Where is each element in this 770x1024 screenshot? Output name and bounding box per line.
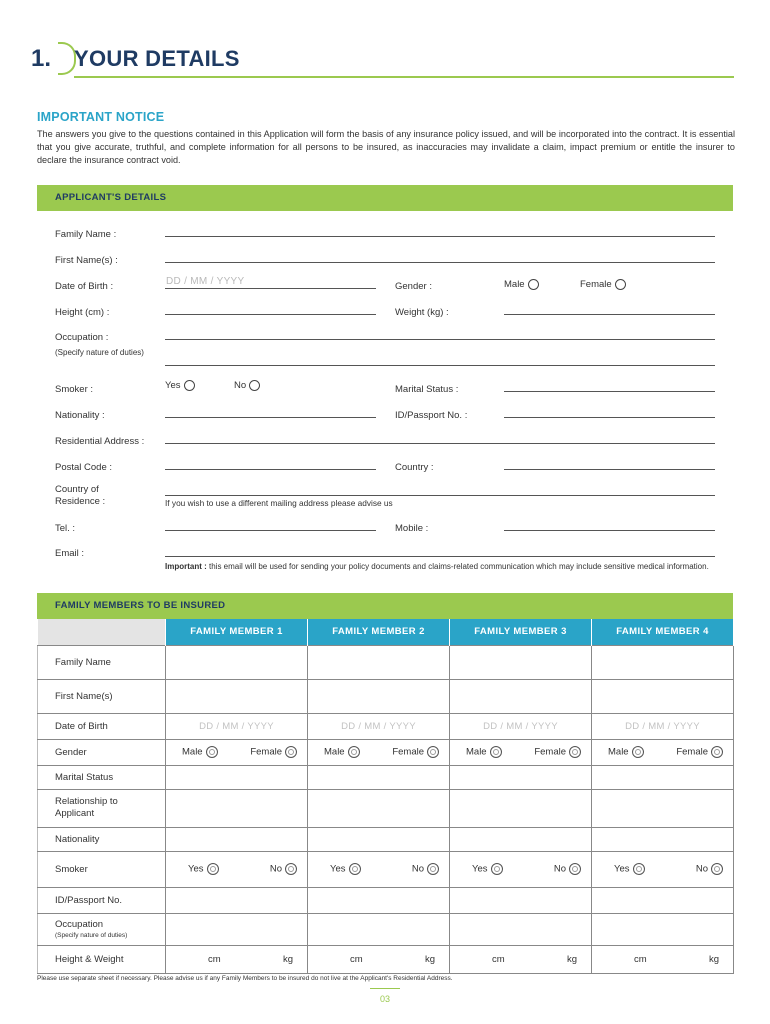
occupation-label: Occupation : <box>55 332 109 343</box>
page-number: 03 <box>370 988 400 1004</box>
female-option[interactable] <box>534 746 581 758</box>
female-option[interactable] <box>676 746 723 758</box>
yes-label: Yes <box>165 380 181 392</box>
gender-male-option[interactable] <box>504 279 539 290</box>
row-label-id-passport: ID/Passport No. <box>38 887 166 913</box>
occupation-sublabel: (Specify nature of duties) <box>55 932 128 939</box>
male-label: Male <box>608 746 629 758</box>
member-1-dob-cell[interactable] <box>166 713 308 739</box>
female-label: Female <box>580 279 612 291</box>
row-label-nationality: Nationality <box>38 827 166 851</box>
yes-option[interactable] <box>472 863 503 875</box>
member-3-dob-cell[interactable] <box>450 713 592 739</box>
height-label: Height (cm) : <box>55 307 110 318</box>
row-label-gender: Gender <box>38 739 166 765</box>
male-option[interactable] <box>466 746 502 758</box>
male-label: Male <box>466 746 487 758</box>
male-radio[interactable] <box>348 746 360 758</box>
country-residence-label-line2: Residence : <box>55 496 106 507</box>
no-label: No <box>234 380 247 392</box>
family-section-bar: FAMILY MEMBERS TO BE INSURED <box>37 593 733 619</box>
no-radio[interactable] <box>569 863 581 875</box>
footer-note: Please use separate sheet if necessary. Please advise us if any Family Members to be insured do not live at the Applicant's Residential Address. <box>37 975 453 982</box>
smoker-label: Smoker : <box>55 384 94 395</box>
cm-unit: cm <box>208 953 221 965</box>
table-row <box>38 713 734 739</box>
smoker-yes-option[interactable] <box>165 380 195 391</box>
applicant-section-bar: APPLICANT'S DETAILS <box>37 185 733 211</box>
male-radio[interactable] <box>206 746 218 758</box>
member-3-id-cell[interactable] <box>450 887 592 913</box>
yes-option[interactable] <box>614 863 645 875</box>
dob-placeholder: DD / MM / YYYY <box>199 720 274 732</box>
address-label: Residential Address : <box>55 436 145 447</box>
country-input[interactable] <box>504 469 715 470</box>
occupation-sublabel: (Specify nature of duties) <box>55 348 144 357</box>
country-residence-label-line1: Country of <box>55 484 99 495</box>
female-radio[interactable] <box>285 746 297 758</box>
row-label-family-name: Family Name <box>38 645 166 679</box>
no-radio[interactable] <box>711 863 723 875</box>
male-option[interactable] <box>324 746 360 758</box>
member-4-height-weight-cell[interactable] <box>592 945 734 973</box>
kg-unit: kg <box>282 953 293 965</box>
member-4-smoker-cell <box>592 851 734 887</box>
dob-placeholder: DD / MM / YYYY <box>625 720 700 732</box>
table-row <box>38 679 734 713</box>
row-label-relationship <box>38 789 166 827</box>
row-label-dob: Date of Birth <box>38 713 166 739</box>
email-input[interactable] <box>165 556 715 557</box>
gender-label: Gender : <box>395 281 432 292</box>
no-radio[interactable] <box>427 863 439 875</box>
occupation-label: Occupation <box>55 919 104 930</box>
dob-placeholder: DD / MM / YYYY <box>166 276 245 287</box>
row-label-smoker: Smoker <box>38 851 166 887</box>
header-divider <box>74 76 734 78</box>
male-label: Male <box>182 746 203 758</box>
male-radio[interactable] <box>632 746 644 758</box>
column-header-member-4: FAMILY MEMBER 4 <box>592 619 734 645</box>
male-radio[interactable] <box>528 279 539 290</box>
column-header-member-2: FAMILY MEMBER 2 <box>308 619 450 645</box>
row-label-marital: Marital Status <box>38 765 166 789</box>
female-radio[interactable] <box>569 746 581 758</box>
no-option[interactable] <box>696 863 723 875</box>
member-2-marital-cell[interactable] <box>308 765 450 789</box>
table-corner <box>38 619 166 645</box>
notice-title: IMPORTANT NOTICE <box>37 110 165 124</box>
no-radio[interactable] <box>285 863 297 875</box>
member-3-marital-cell[interactable] <box>450 765 592 789</box>
row-label-height-weight: Height & Weight <box>38 945 166 973</box>
member-2-height-weight-cell[interactable] <box>308 945 450 973</box>
dob-placeholder: DD / MM / YYYY <box>341 720 416 732</box>
member-1-occupation-cell[interactable] <box>166 913 308 945</box>
no-label: No <box>411 863 424 875</box>
male-option[interactable] <box>182 746 218 758</box>
member-3-smoker-cell <box>450 851 592 887</box>
yes-radio[interactable] <box>633 863 645 875</box>
member-1-nationality-cell[interactable] <box>166 827 308 851</box>
table-row <box>38 945 734 973</box>
member-1-id-cell[interactable] <box>166 887 308 913</box>
male-label: Male <box>324 746 345 758</box>
email-label: Email : <box>55 548 85 559</box>
nationality-input[interactable] <box>165 417 376 418</box>
yes-radio[interactable] <box>207 863 219 875</box>
height-input[interactable] <box>165 314 376 315</box>
tel-input[interactable] <box>165 530 376 531</box>
male-radio[interactable] <box>490 746 502 758</box>
postal-code-label: Postal Code : <box>55 462 113 473</box>
member-3-first-names-cell[interactable] <box>450 679 592 713</box>
member-4-id-cell[interactable] <box>592 887 734 913</box>
kg-unit: kg <box>708 953 719 965</box>
nationality-label: Nationality : <box>55 410 105 421</box>
occupation-input[interactable] <box>165 339 715 340</box>
member-3-height-weight-cell[interactable] <box>450 945 592 973</box>
member-2-gender-cell <box>308 739 450 765</box>
member-3-gender-cell <box>450 739 592 765</box>
no-label: No <box>553 863 566 875</box>
country-residence-input[interactable] <box>165 495 715 496</box>
occupation-input-line2[interactable] <box>165 365 715 366</box>
member-4-dob-cell[interactable] <box>592 713 734 739</box>
male-label: Male <box>504 279 525 291</box>
table-row <box>38 739 734 765</box>
yes-label: Yes <box>472 863 488 875</box>
table-row <box>38 645 734 679</box>
male-option[interactable] <box>608 746 644 758</box>
notice-text: The answers you give to the questions contained in this Application will form the basis of any insurance policy issued, and will be incorporated into the contract. It is essential that you give accurate, truthful, and complete information for all persons to be insured, as inaccuracies may invalidate a claim, impact premium or entitle the insurer to declare the insurance contract void. <box>37 129 735 166</box>
member-2-nationality-cell[interactable] <box>308 827 450 851</box>
smoker-no-option[interactable] <box>234 380 260 391</box>
member-4-relationship-cell[interactable] <box>592 789 734 827</box>
female-radio[interactable] <box>711 746 723 758</box>
tel-label: Tel. : <box>55 523 76 534</box>
email-note-text: this email will be used for sending your policy documents and claims-related communication which may include sensitive medical information. <box>206 562 709 571</box>
member-2-family-name-cell[interactable] <box>308 645 450 679</box>
first-names-input[interactable] <box>165 262 715 263</box>
female-label: Female <box>250 746 282 758</box>
female-label: Female <box>392 746 424 758</box>
dob-label: Date of Birth : <box>55 281 114 292</box>
female-option[interactable] <box>250 746 297 758</box>
weight-input[interactable] <box>504 314 715 315</box>
email-note-important: Important : <box>165 562 207 571</box>
yes-label: Yes <box>330 863 346 875</box>
first-names-label: First Name(s) : <box>55 255 118 266</box>
table-row <box>38 851 734 887</box>
marital-input[interactable] <box>504 391 715 392</box>
mobile-input[interactable] <box>504 530 715 531</box>
dob-placeholder: DD / MM / YYYY <box>483 720 558 732</box>
column-header-member-3: FAMILY MEMBER 3 <box>450 619 592 645</box>
no-radio[interactable] <box>249 380 260 391</box>
row-label-first-names: First Name(s) <box>38 679 166 713</box>
member-1-gender-cell <box>166 739 308 765</box>
female-radio[interactable] <box>427 746 439 758</box>
member-2-first-names-cell[interactable] <box>308 679 450 713</box>
section-number: 1. <box>30 45 51 72</box>
no-option[interactable] <box>270 863 297 875</box>
member-1-marital-cell[interactable] <box>166 765 308 789</box>
mobile-label: Mobile : <box>395 523 429 534</box>
section-header <box>22 40 734 78</box>
postal-code-input[interactable] <box>165 469 376 470</box>
member-2-id-cell[interactable] <box>308 887 450 913</box>
address-input[interactable] <box>165 443 715 444</box>
row-label-occupation <box>38 913 166 945</box>
member-1-first-names-cell[interactable] <box>166 679 308 713</box>
no-label: No <box>269 863 282 875</box>
member-4-nationality-cell[interactable] <box>592 827 734 851</box>
no-label: No <box>695 863 708 875</box>
table-row <box>38 765 734 789</box>
email-note <box>165 561 720 572</box>
member-2-relationship-cell[interactable] <box>308 789 450 827</box>
yes-option[interactable] <box>188 863 219 875</box>
family-name-input[interactable] <box>165 236 715 237</box>
member-3-occupation-cell[interactable] <box>450 913 592 945</box>
yes-radio[interactable] <box>184 380 195 391</box>
female-radio[interactable] <box>615 279 626 290</box>
marital-label: Marital Status : <box>395 384 459 395</box>
female-label: Female <box>534 746 566 758</box>
weight-label: Weight (kg) : <box>395 307 449 318</box>
yes-radio[interactable] <box>349 863 361 875</box>
column-header-member-1: FAMILY MEMBER 1 <box>166 619 308 645</box>
table-row <box>38 827 734 851</box>
member-3-family-name-cell[interactable] <box>450 645 592 679</box>
yes-label: Yes <box>614 863 630 875</box>
yes-option[interactable] <box>330 863 361 875</box>
dob-input[interactable] <box>165 288 376 289</box>
id-passport-label: ID/Passport No. : <box>395 410 468 421</box>
no-option[interactable] <box>554 863 581 875</box>
member-2-dob-cell[interactable] <box>308 713 450 739</box>
member-4-occupation-cell[interactable] <box>592 913 734 945</box>
member-4-gender-cell <box>592 739 734 765</box>
family-name-label: Family Name : <box>55 229 117 240</box>
no-option[interactable] <box>412 863 439 875</box>
member-1-smoker-cell <box>166 851 308 887</box>
member-4-marital-cell[interactable] <box>592 765 734 789</box>
family-members-table <box>37 619 734 974</box>
cm-unit: cm <box>634 953 647 965</box>
table-row <box>38 913 734 945</box>
member-1-family-name-cell[interactable] <box>166 645 308 679</box>
member-2-smoker-cell <box>308 851 450 887</box>
member-1-relationship-cell[interactable] <box>166 789 308 827</box>
member-1-height-weight-cell[interactable] <box>166 945 308 973</box>
member-4-family-name-cell[interactable] <box>592 645 734 679</box>
country-residence-label <box>55 484 105 508</box>
cm-unit: cm <box>350 953 363 965</box>
member-4-first-names-cell[interactable] <box>592 679 734 713</box>
country-label: Country : <box>395 462 434 473</box>
yes-label: Yes <box>188 863 204 875</box>
member-3-nationality-cell[interactable] <box>450 827 592 851</box>
female-label: Female <box>676 746 708 758</box>
cm-unit: cm <box>492 953 505 965</box>
kg-unit: kg <box>424 953 435 965</box>
gender-female-option[interactable] <box>580 279 626 290</box>
member-2-occupation-cell[interactable] <box>308 913 450 945</box>
relationship-label-line2: Applicant <box>55 808 95 819</box>
id-passport-input[interactable] <box>504 417 715 418</box>
page-title: YOUR DETAILS <box>74 46 240 71</box>
table-row <box>38 789 734 827</box>
mailing-address-note: If you wish to use a different mailing address please advise us <box>165 498 393 508</box>
table-row <box>38 887 734 913</box>
female-option[interactable] <box>392 746 439 758</box>
member-3-relationship-cell[interactable] <box>450 789 592 827</box>
yes-radio[interactable] <box>491 863 503 875</box>
kg-unit: kg <box>566 953 577 965</box>
relationship-label-line1: Relationship to <box>55 796 118 807</box>
